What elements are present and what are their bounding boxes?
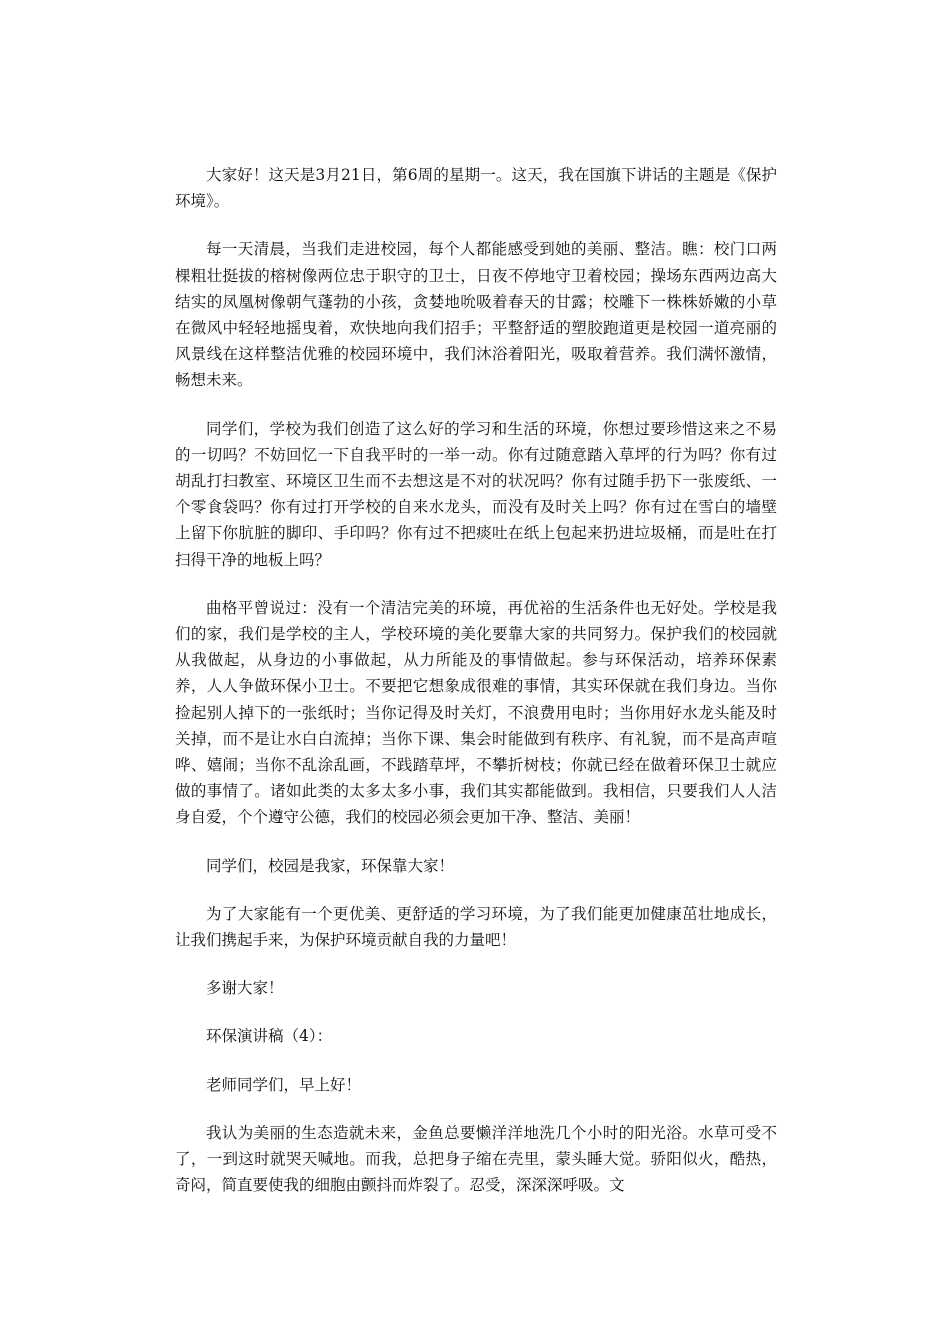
paragraph-cherish-environment: 同学们，学校为我们创造了这么好的学习和生活的环境，你想过要珍惜这来之不易的一切吗？不妨回忆一下自我平时的一举一动。你有过随意踏入草坪的行为吗？你有过胡乱打扫教室、环境区卫生而不去想这是不对的状况吗？你有过随手扔下一张废纸、一个零食袋吗？你有过打开学校的自来水龙头，而没有及时关上吗？你有过在雪白的墙壁上留下你肮脏的脚印、手印吗？你有过不把痰吐在纸上包起来扔进垃圾桶，而是吐在打扫得干净的地板上吗？: [175, 419, 777, 569]
paragraph-greeting: 大家好！这天是3月21日，第6周的星期一。这天，我在国旗下讲话的主题是《保护环境》。: [175, 166, 777, 211]
paragraph-call-to-action: 为了大家能有一个更优美、更舒适的学习环境，为了我们能更加健康茁壮地成长，让我们携起手来，为保护环境贡献自我的力量吧！: [175, 904, 777, 950]
paragraph-campus-morning: 每一天清晨，当我们走进校园，每个人都能感受到她的美丽、整洁。瞧：校门口两棵粗壮挺拔的榕树像两位忠于职守的卫士，日夜不停地守卫着校园；操场东西两边高大结实的凤凰树像朝气蓬勃的小孩，贪婪地吮吸着春天的甘露；校雕下一株株娇嫩的小草在微风中轻轻地摇曳着，欢快地向我们招手；平整舒适的塑胶跑道更是校园一道亮丽的风景线在这样整洁优雅的校园环境中，我们沐浴着阳光，吸取着营养。我们满怀激情，畅想未来。: [175, 240, 777, 390]
paragraph-ecology-story: 我认为美丽的生态造就未来，金鱼总要懒洋洋地洗几个小时的阳光浴。水草可受不了，一到这时就哭天喊地。而我，总把身子缩在壳里，蒙头睡大觉。骄阳似火，酷热，奇闷，简直要使我的细胞由颤抖而炸裂了。忍受，深深深呼吸。文: [175, 1123, 777, 1195]
document-body: [175, 162, 777, 1221]
paragraph-section-heading: 环保演讲稿（4）：: [206, 1027, 333, 1046]
paragraph-quote-and-actions: 曲格平曾说过：没有一个清洁完美的环境，再优裕的生活条件也无好处。学校是我们的家，我们是学校的主人，学校环境的美化要靠大家的共同努力。保护我们的校园就从我做起，从身边的小事做起，从力所能及的事情做起。参与环保活动，培养环保素养，人人争做环保小卫士。不要把它想象成很难的事情，其实环保就在我们身边。当你捡起别人掉下的一张纸时；当你记得及时关灯，不浪费用电时；当你用好水龙头能及时关掉，而不是让水白白流掉；当你下课、集会时能做到有秩序、有礼貌，而不是高声喧哗、嬉闹；当你不乱涂乱画，不践踏草坪，不攀折树枝；你就已经在做着环保卫士就应做的事情了。诸如此类的太多太多小事，我们其实都能做到。我相信，只要我们人人洁身自爱，个个遵守公德，我们的校园必须会更加干净、整洁、美丽！: [175, 598, 777, 827]
paragraph-slogan: 同学们，校园是我家，环保靠大家！: [206, 856, 455, 875]
paragraph-salutation: 老师同学们，早上好！: [206, 1075, 362, 1094]
paragraph-thanks: 多谢大家！: [206, 979, 284, 998]
